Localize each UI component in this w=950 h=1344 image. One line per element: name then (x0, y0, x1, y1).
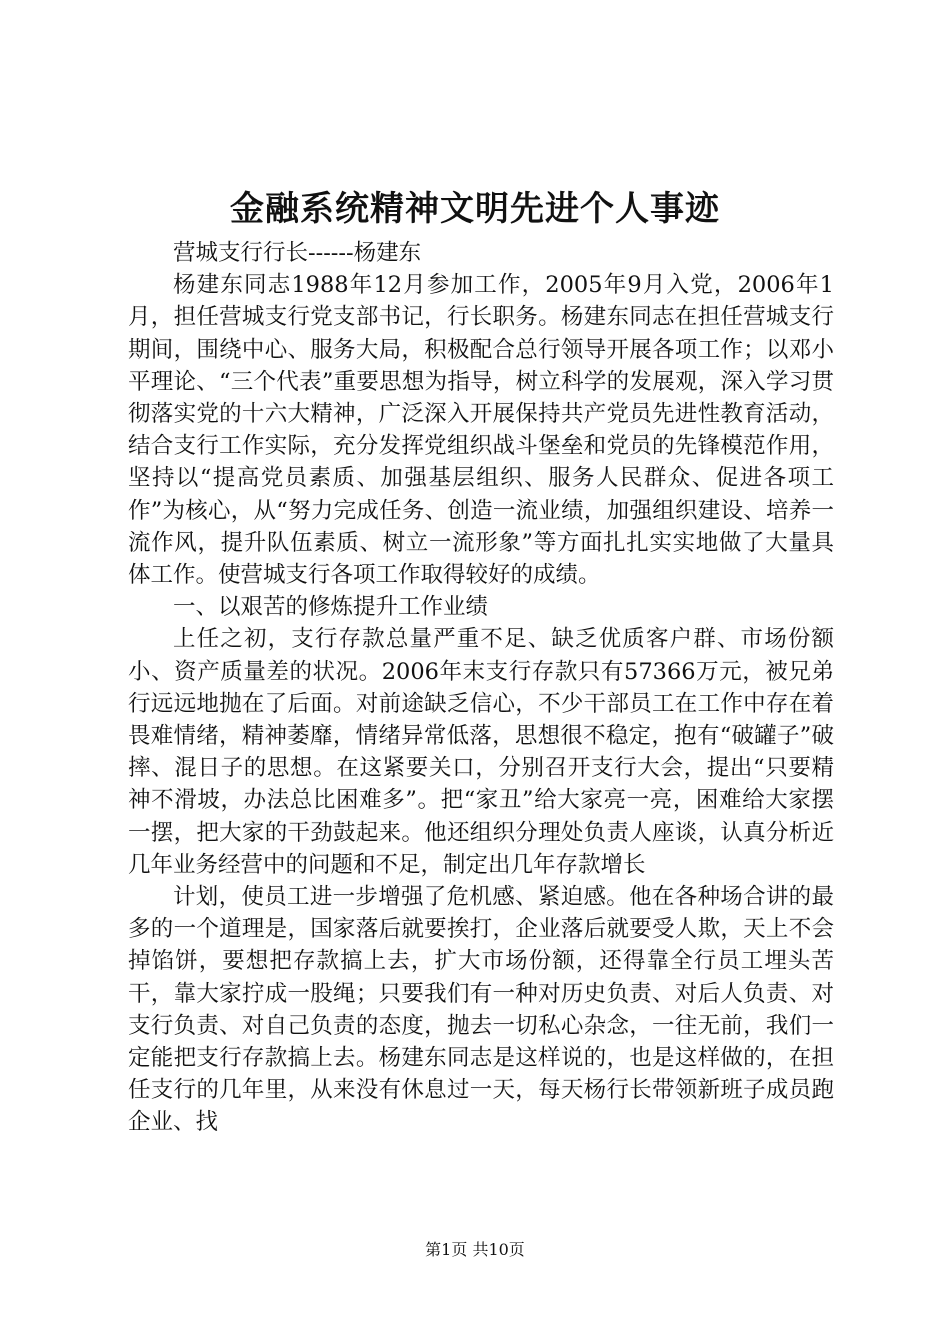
paragraph-section-1: 上任之初，支行存款总量严重不足、缺乏优质客户群、市场份额小、资产质量差的状况。2006年末支行存款只有57366万元，被兄弟行远远地抛在了后面。对前途缺乏信心，不少干部员工在工作中存在着畏难情绪，精神萎靡，情绪异常低落，思想很不稳定，抱有“破罐子”破摔、混日子的思想。在这紧要关口，分别召开支行大会，提出“只要精神不滑坡，办法总比困难多”。把“家丑”给大家亮一亮，困难给大家摆一摆，把大家的干劲鼓起来。他还组织分理处负责人座谈，认真分析近几年业务经营中的问题和不足，制定出几年存款增长 (128, 626, 834, 878)
page-footer: 第1页 共10页 (425, 1240, 525, 1259)
document-body (128, 237, 834, 1139)
document-title: 金融系统精神文明先进个人事迹 (230, 189, 720, 229)
paragraph-section-1-continued: 计划，使员工进一步增强了危机感、紧迫感。他在各种场合讲的最多的一个道理是，国家落后就要挨打，企业落后就要受人欺，天上不会掉馅饼，要想把存款搞上去，扩大市场份额，还得靠全行员工埋头苦干，靠大家拧成一股绳；只要我们有一种对历史负责、对后人负责、对支行负责、对自己负责的态度，抛去一切私心杂念，一往无前，我们一定能把支行存款搞上去。杨建东同志是这样说的，也是这样做的，在担任支行的几年里，从来没有休息过一天，每天杨行长带领新班子成员跑企业、找 (128, 884, 834, 1136)
section-heading-1: 一、以艰苦的修炼提升工作业绩 (173, 594, 489, 621)
author-line: 营城支行行长------杨建东 (173, 240, 422, 266)
paragraph-intro: 杨建东同志1988年12月参加工作，2005年9月入党，2006年1月，担任营城支行党支部书记，行长职务。杨建东同志在担任营城支行期间，围绕中心、服务大局，积极配合总行领导开展各项工作；以邓小平理论、“三个代表”重要思想为指导，树立科学的发展观，深入学习贯彻落实党的十六大精神，广泛深入开展保持共产党员先进性教育活动，结合支行工作实际，充分发挥党组织战斗堡垒和党员的先锋模范作用，坚持以“提高党员素质、加强基层组织、服务人民群众、促进各项工作”为核心，从“努力完成任务、创造一流业绩，加强组织建设、培养一流作风，提升队伍素质、树立一流形象”等方面扎扎实实地做了大量具体工作。使营城支行各项工作取得较好的成绩。 (128, 272, 834, 589)
